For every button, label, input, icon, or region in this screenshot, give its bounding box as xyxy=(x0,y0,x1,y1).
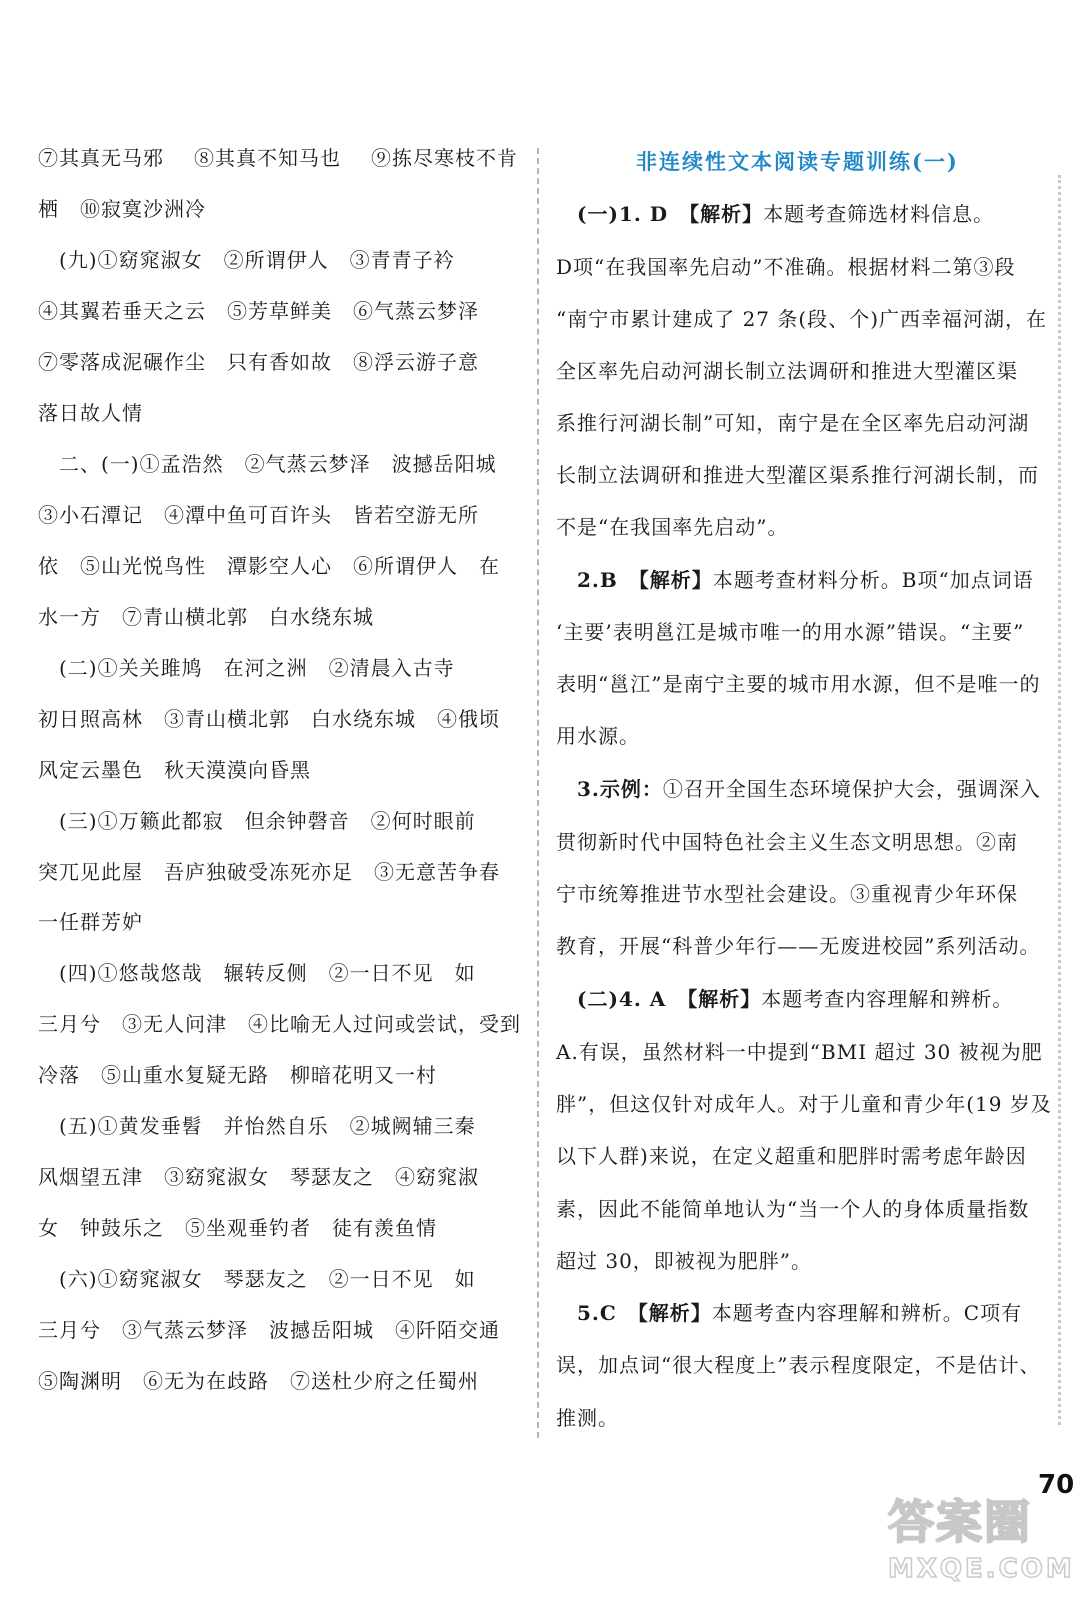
section-title: 非连续性文本阅读专题训练(一) xyxy=(636,149,959,174)
text-line: 初日照高林 ③青山横北郭 白水绕东城 ④俄顷 xyxy=(38,707,500,731)
text-line: 依 ⑤山光悦鸟性 潭影空人心 ⑥所谓伊人 在 xyxy=(38,554,500,578)
text-line: 落日故人情 xyxy=(38,401,143,425)
text-line: 水一方 ⑦青山横北郭 白水绕东城 xyxy=(38,605,374,629)
text-line: 二、(一)①孟浩然 ②气蒸云梦泽 波撼岳阳城 xyxy=(38,452,497,476)
text-line: 表明“邕江”是南宁主要的城市用水源，但不是唯一的 xyxy=(556,672,1041,696)
text-line: ‘主要’表明邕江是城市唯一的用水源”错误。“主要” xyxy=(556,620,1025,644)
text-line: (二)①关关雎鸠 在河之洲 ②清晨入古寺 xyxy=(38,656,455,680)
watermark-logo: 答案圈 xyxy=(888,1495,1032,1549)
text-line: D项“在我国率先启动”不准确。根据材料二第③段 xyxy=(556,255,1016,279)
text-line: 超过 30，即被视为肥胖”。 xyxy=(556,1249,813,1273)
text-line: 突兀见此屋 吾庐独破受冻死亦足 ③无意苦争春 xyxy=(38,860,500,884)
text-line: 2.B 【解析】本题考查材料分析。B项“加点词语 xyxy=(556,568,1034,592)
text-line: 素，因此不能简单地认为“当一个人的身体质量指数 xyxy=(556,1197,1030,1221)
text-line: 风烟望五津 ③窈窕淑女 琴瑟友之 ④窈窕淑 xyxy=(38,1165,479,1189)
page-edge-dots xyxy=(1058,175,1061,1425)
text-line: 用水源。 xyxy=(556,724,640,748)
watermark-url: MXQE.COM xyxy=(888,1554,1075,1584)
text-line: 三月兮 ③无人问津 ④比喻无人过问或尝试，受到 xyxy=(38,1012,521,1036)
text-line: 三月兮 ③气蒸云梦泽 波撼岳阳城 ④阡陌交通 xyxy=(38,1318,500,1342)
text-line: A.有误，虽然材料一中提到“BMI 超过 30 被视为肥 xyxy=(556,1040,1043,1064)
text-line: ⑤陶渊明 ⑥无为在歧路 ⑦送杜少府之任蜀州 xyxy=(38,1369,479,1393)
column-divider xyxy=(537,148,539,1438)
text-line: 宁市统筹推进节水型社会建设。③重视青少年环保 xyxy=(556,882,1018,906)
text-line: 栖 ⑩寂寞沙洲冷 xyxy=(38,197,206,221)
text-line: (五)①黄发垂髫 并怡然自乐 ②城阙辅三秦 xyxy=(38,1114,476,1138)
text-line: 3.示例：①召开全国生态环境保护大会，强调深入 xyxy=(556,777,1041,801)
text-line: 冷落 ⑤山重水复疑无路 柳暗花明又一村 xyxy=(38,1063,437,1087)
text-line: 全区率先启动河湖长制立法调研和推进大型灌区渠 xyxy=(556,359,1018,383)
text-line: 女 钟鼓乐之 ⑤坐观垂钓者 徒有羡鱼情 xyxy=(38,1216,437,1240)
text-line: “南宁市累计建成了 27 条(段、个)广西幸福河湖，在 xyxy=(556,307,1047,331)
text-segment: ⑨拣尽寒枝不肯 xyxy=(371,146,518,170)
text-line: (六)①窈窕淑女 琴瑟友之 ②一日不见 如 xyxy=(38,1267,476,1291)
text-line: ⑦零落成泥碾作尘 只有香如故 ⑧浮云游子意 xyxy=(38,350,479,374)
text-line: (三)①万籁此都寂 但余钟磬音 ②何时眼前 xyxy=(38,809,476,833)
text-line: 不是“在我国率先启动”。 xyxy=(556,515,789,539)
text-segment: ⑧其真不知马也 xyxy=(194,146,341,170)
text-line: 贯彻新时代中国特色社会主义生态文明思想。②南 xyxy=(556,830,1018,854)
text-line: 一任群芳妒 xyxy=(38,910,143,934)
page-number: 70 xyxy=(1038,1470,1075,1500)
text-line: 系推行河湖长制”可知，南宁是在全区率先启动河湖 xyxy=(556,411,1030,435)
text-line: 教育，开展“科普少年行——无废进校园”系列活动。 xyxy=(556,934,1041,958)
text-line: 推测。 xyxy=(556,1406,619,1430)
text-line: 风定云墨色 秋天漠漠向昏黑 xyxy=(38,758,311,782)
text-line: 误，加点词“很大程度上”表示程度限定，不是估计、 xyxy=(556,1353,1041,1377)
text-line: (九)①窈窕淑女 ②所谓伊人 ③青青子衿 xyxy=(38,248,455,272)
text-line xyxy=(38,144,518,172)
text-line: (一)1. D 【解析】本题考查筛选材料信息。 xyxy=(556,202,995,226)
text-line: 长制立法调研和推进大型灌区渠系推行河湖长制，而 xyxy=(556,463,1039,487)
watermark xyxy=(888,1486,1084,1596)
text-line: 以下人群)来说，在定义超重和肥胖时需考虑年龄因 xyxy=(556,1144,1027,1168)
text-line: ③小石潭记 ④潭中鱼可百许头 皆若空游无所 xyxy=(38,503,479,527)
text-line: ④其翼若垂天之云 ⑤芳草鲜美 ⑥气蒸云梦泽 xyxy=(38,299,479,323)
text-segment: ⑦其真无马邪 xyxy=(38,146,164,170)
text-line: (四)①悠哉悠哉 辗转反侧 ②一日不见 如 xyxy=(38,961,476,985)
text-line: 胖”，但这仅针对成年人。对于儿童和青少年(19 岁及 xyxy=(556,1092,1052,1116)
text-line: (二)4. A 【解析】本题考查内容理解和辨析。 xyxy=(556,987,1014,1011)
text-line: 5.C 【解析】本题考查内容理解和辨析。C项有 xyxy=(556,1301,1023,1325)
